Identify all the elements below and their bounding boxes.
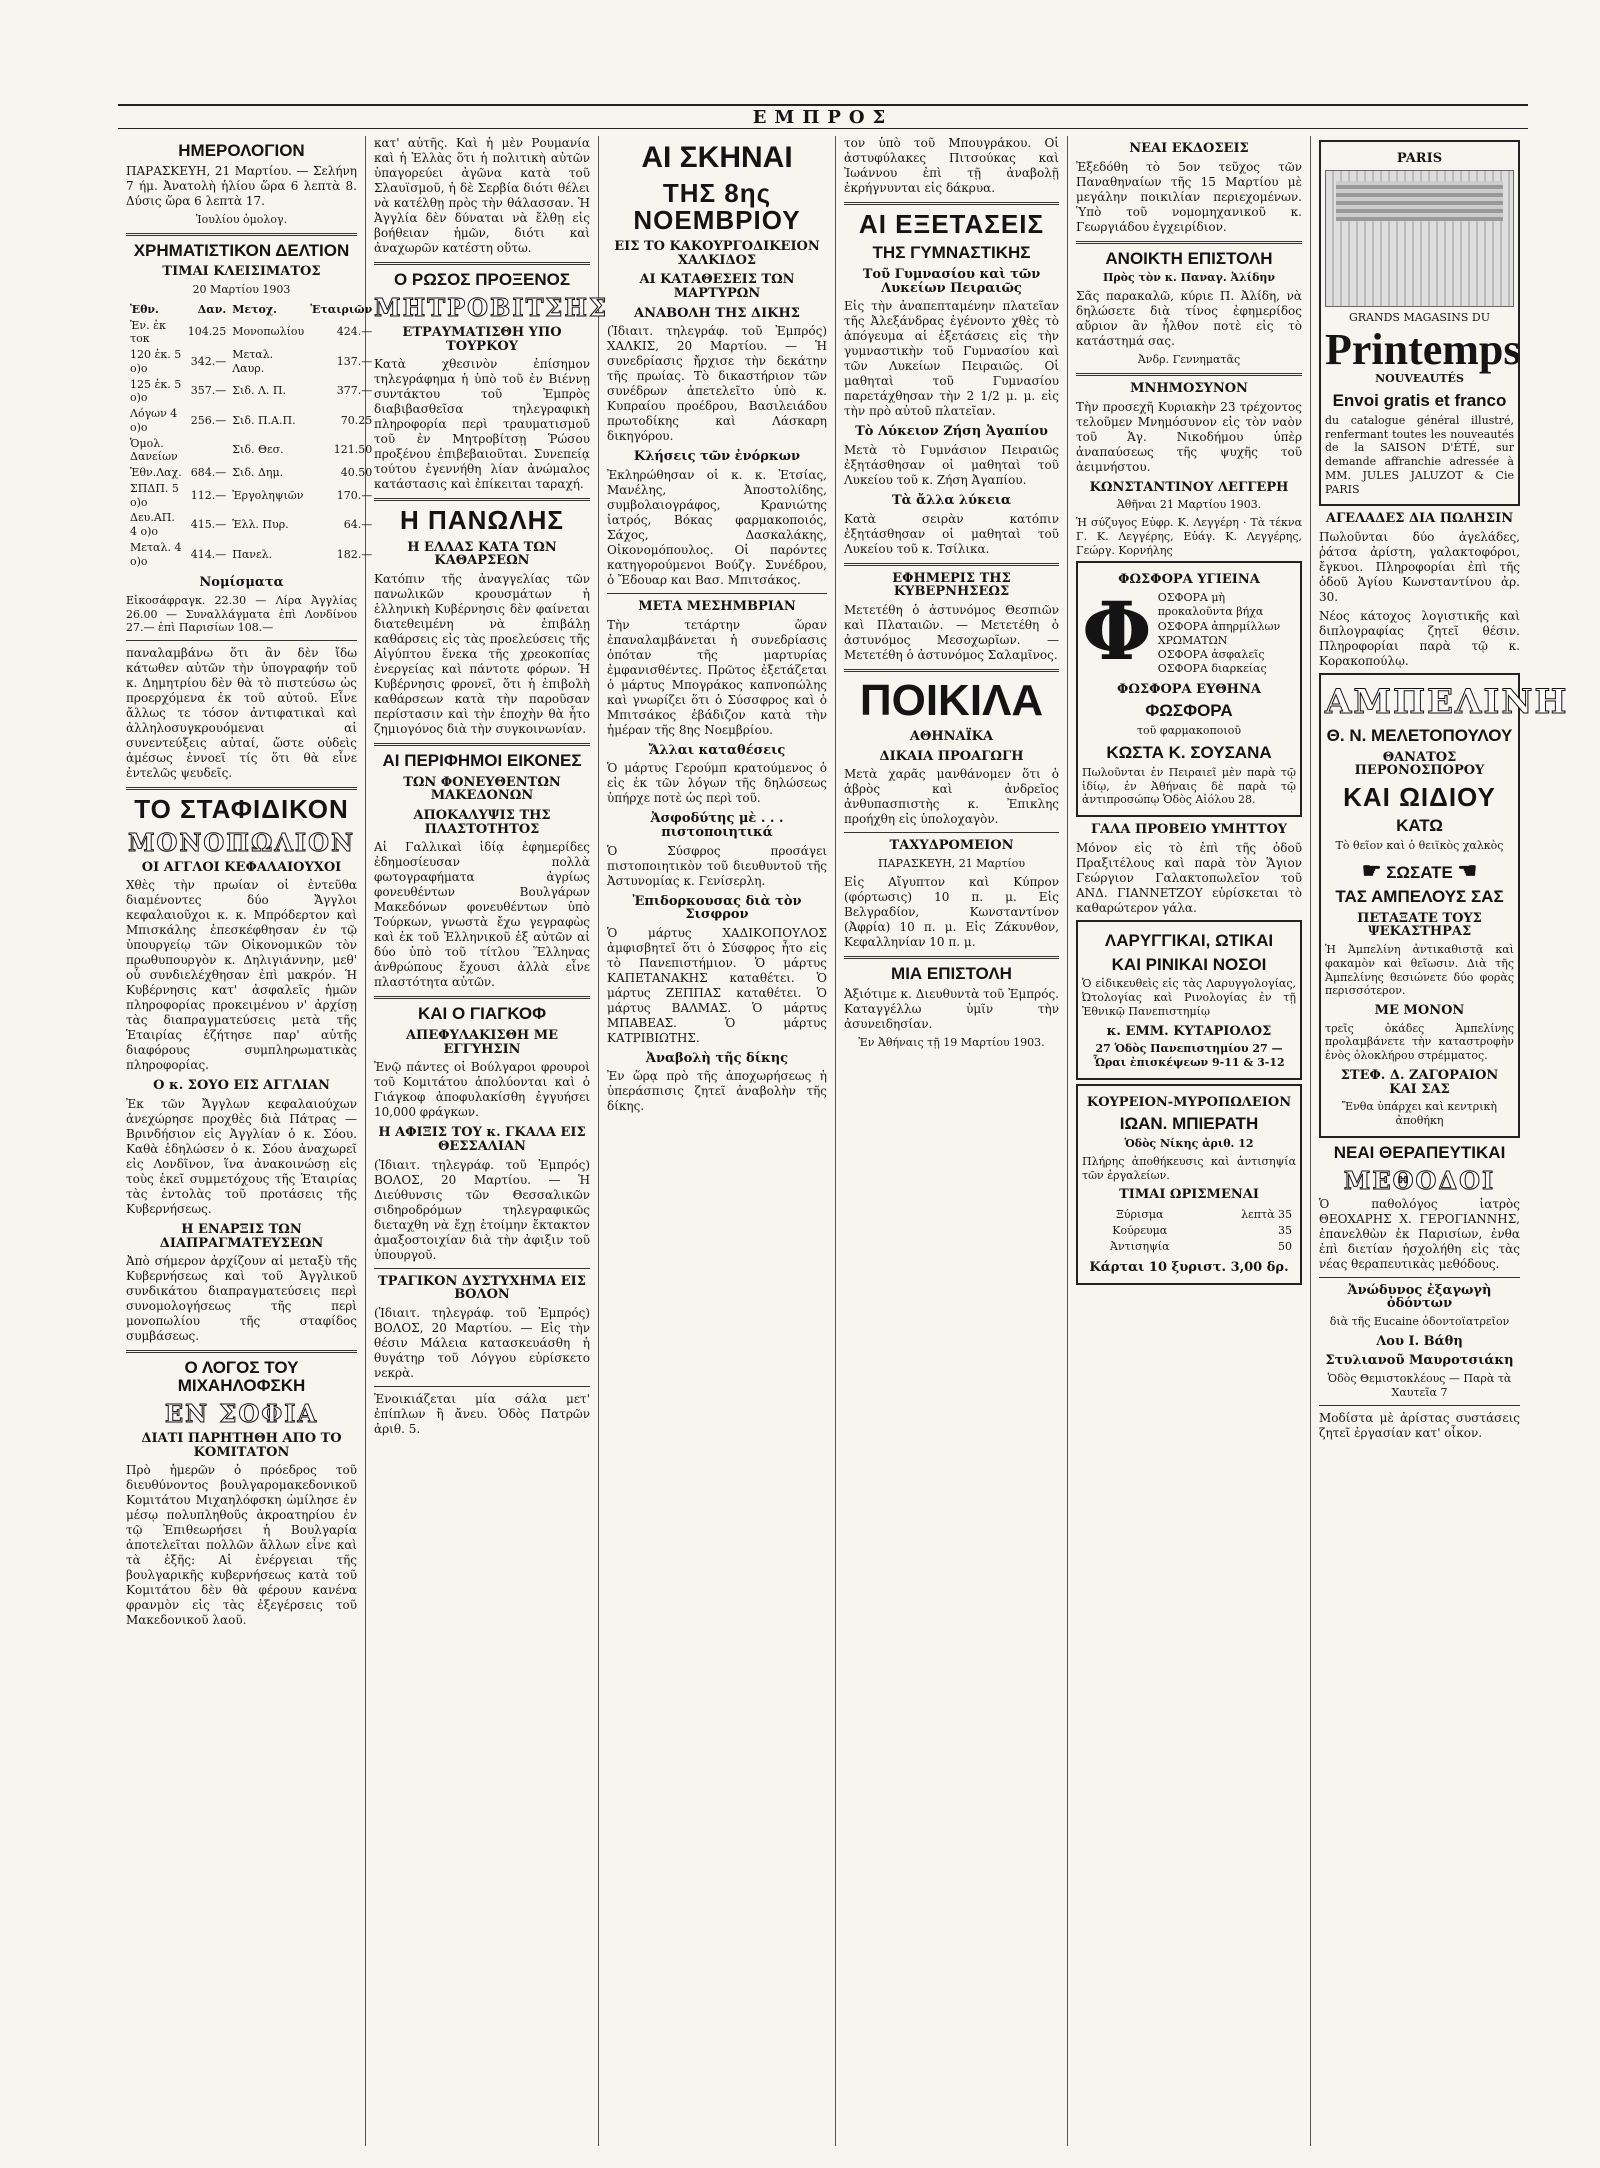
article-text: Τὴν τετάρτην ὥραν ἐπαναλαμβάνεται ἡ συνεδρίασις ὁπόταν τῆς μαρτυρίας ἐμφανισθέντες. Πρῶτος ἐξετάζεται ὁ μάρτυς Μπογράκος καπνοπώλης καὶ γνωρίζει ὅτι ὁ Σύσσφρος καὶ ὁ Μπιτσάκος ἐβάδιζον κατὰ τὴν ἡμέραν τῆς 8ης Νοεμβρίου. [607, 617, 827, 737]
subheadline: ΔΙΑΤΙ ΠΑΡΗΤΗΘΗ ΑΠΟ ΤΟ ΚΟΜΙΤΑΤΟΝ [141, 1431, 342, 1460]
article-text: Ἐκ τῶν Ἄγγλων κεφαλαιούχων ἀνεχώρησε προχθὲς διὰ Πάτρας — Βρινδήσιον εἰς Ἀγγλίαν ὁ κ. Σόου. Καθὰ ἐδηλώσεν ὁ κ. Σόου ἀναχωρεῖ εἰς Λονδῖνον, ἵνα ἀνακοινώσῃ εἰς τοὺς ἐκεῖ συμμετόχους τῆς Ἑταιρίας τὰς ἐντολὰς τοῦ προτάσεις τῆς Κυβερνήσεως. [126, 1096, 357, 1216]
finance-cell: Δευ.ΑΠ. 4 ο)ο [130, 511, 175, 539]
subheadline: ΟΙ ΑΓΓΛΟΙ ΚΕΦΑΛΑΙΟΥΧΟΙ [141, 859, 342, 875]
article-text: Χθὲς τὴν πρωίαν οἱ ἐντεῦθα διαμένοντες δύο Ἄγγλοι κεφαλαιοῦχοι κ. κ. Μπρόδερτον καὶ Μπισκάλης ἐπεσκέφθησαν ἐν τῷ ὑπουργείῳ τῶν Οἰκονομικῶν τὸν πρωθυπουργὸν κ. Δηλιγιάννην, μεθ' οὗ συνδιελέχθησαν ἐπὶ μακρόν. Ἡ Κυβέρνησις κατ' ἀσφαλεῖς ἡμῶν πληροφορίας προκειμένου ν' ἀρχίσῃ τὰς διαπραγματεύσεις μετὰ τῆς Ἑταιρίας ἐζήτησε παρ' αὐτῆς διαφόρους συμπληρωματικὰς πληροφορίας. [126, 878, 357, 1073]
divider [374, 1268, 590, 1269]
ad-text: du catalogue général illustré, renfermant toutes les nouveautés de la SAISON D'ÉTÉ, sur demande affranchie adressée à MM. JULES JALUZOT & Cie PARIS [1325, 413, 1514, 496]
ad-address: 27 Ὁδὸς Πανεπιστημίου 27 — Ὧραι ἐπισκέψεων 9-11 & 3-12 [1093, 1042, 1285, 1069]
ad-text: Ὁ εἰδικευθεὶς εἰς τὰς Λαρυγγολογίας, Ὠτολογίας καὶ Ρινολογίας ἐν τῇ Ἐθνικῷ Πανεπιστημίῳ [1082, 977, 1296, 1018]
finance-cell: Ἐθν.Λαχ. [130, 466, 182, 480]
newspaper-name: ΕΜΠΡΟΣ [752, 106, 894, 128]
article-text: τον ὑπὸ τοῦ Μπουγράκου. Οἱ ἀστυφύλακες Πιτσούκας καὶ Ἰωάννου ἐπὶ τῇ ἀναβολῇ ἐκρήγνυνται εἰς δάκρυα. [844, 136, 1059, 195]
article-text: Πρὸ ἡμερῶν ὁ πρόεδρος τοῦ διευθύνοντος βουλγαρομακεδονικοῦ Κομιτάτου Μιχαηλόφσκη ὡμίλησε ἐν μέσῳ πολυπληθοῦς ἀκροατηρίου ἐν τῷ Ἐπιθεωρήσει ἡ Βουλγαρία ἀποτελεῖται πολλῶν ἄλλων εἶνε καὶ τὰ ἑξῆς: Αἱ ἐνέργειαι τῆς βουλγαρικῆς κυβερνήσεως κατὰ τοῦ Κομιτάτου δὲν θὰ φέρουν κανένα φρανμὸν εἰς τὰς ἐξεγέρσεις τοῦ Μακεδονικοῦ λαοῦ. [126, 1463, 357, 1628]
letter-signature: Ἀνδρ. Γεννηματᾶς [1137, 353, 1241, 367]
divider [374, 498, 590, 501]
article-text: Εἰς Αἴγυπτον καὶ Κύπρον (φόρτωσις) 10 π. μ. Εἰς Βελγραδίον, Κωνσταντίνον (Ἀφρία) 10 π. μ. Εἰς Ζάκυνθον, Κεφαλληνίαν 10 π. μ. [844, 874, 1059, 949]
article-text: Ὁ μάρτυς Γερούμπ κρατούμενος ὁ εἰς ἐκ τῶν λόγων τῆς δηλώσεως ὑπήρχε ποτὲ ὡς περὶ τοῦ. [607, 761, 827, 806]
headline-sofia: ΕΝ ΣΟΦΙΑ [164, 1398, 319, 1428]
ad-text: διὰ τῆς Eucaine ὀδοντοϊατρεῖον [1329, 1315, 1510, 1329]
finance-cell: 377.— [336, 384, 373, 398]
ad-ampelini [1319, 673, 1569, 1138]
finance-cell: Ὁμολ. Δανείων [130, 436, 178, 464]
finance-cell: Σιδ. Δημ. [232, 466, 284, 480]
divider [374, 262, 590, 265]
subheadline: Τοῦ Γυμνασίου καὶ τῶν Λυκείων Πειραιῶς [862, 267, 1041, 296]
subheadline: ΕΤΡΑΥΜΑΤΙΣΘΗ ΥΠΟ ΤΟΥΡΚΟΥ [402, 325, 562, 354]
ad-me-monon: ΜΕ ΜΟΝΟΝ [1374, 1003, 1465, 1019]
finance-cell: 70.25 [340, 413, 373, 427]
calendar-note: Ἰουλίου ὁμολογ. [195, 212, 288, 226]
ad-odontoi-title: Ἀνώδυνος ἐξαγωγὴ ὀδόντων [1347, 1282, 1492, 1312]
article-text: Κατόπιν τῆς ἀναγγελίας τῶν πανωλικῶν κρουσμάτων ἡ ἑλληνικὴ Κυβέρνησις δὲν φαίνεται διατεθειμένη νὰ ἐπιβάλῃ καθάρσεις εἰς τὰς προελεύσεις τῆς Αἰγύπτου ἕνεκα τῆς χρεοκοπίας ἐνεργείας καὶ πάντοτε φόρων. Ἡ Κυβέρνησις φρονεῖ, ὅτι ἡ ἐπιβολὴ καθάρσεων κατὰ τὴν παροῦσαν περίστασιν καὶ τὴν ἐποχὴν θὰ ἦτο ζημιογόνος διὰ τὴν συγκοινωνίαν. [374, 571, 590, 736]
article-text: Τὴν προσεχῆ Κυριακὴν 23 τρέχοντος τελοῦμεν Μνημόσυνον εἰς τὸν ναὸν τοῦ Ἁγ. Νικοδήμου ὑπὲρ ἀναπαύσεως τῆς ψυχῆς τοῦ ἀειμνήστου. [1076, 399, 1302, 474]
ad-kato: ΚΑΤΩ [1396, 816, 1443, 836]
finance-cell: 112.— [190, 488, 227, 502]
subheadline: ΑΠΟΚΑΛΥΨΙΣ ΤΗΣ ΠΛΑΣΤΟΤΗΤΟΣ [413, 808, 551, 837]
price-table [1082, 1206, 1296, 1255]
finance-row [128, 437, 374, 465]
finance-cell: ΣΠΔΠ. 5 ο)ο [130, 481, 179, 509]
article-text: Ἀξιότιμε κ. Διευθυντὰ τοῦ Ἐμπρός. Καταγγέλλω ὑμῖν τὴν ἀσυνειδησίαν. [844, 986, 1059, 1031]
finance-row [128, 303, 374, 317]
article-text: Μόνον εἰς τὸ ἐπὶ τῆς ὁδοῦ Πραξιτέλους καὶ παρὰ τὸν Ἅγιον Γεώργιον Γαλακτοπωλεῖον τοῦ ΑΝΔ. ΓΙΑΝΝΕΤΖΟΥ εὑρίσκεται τὸ καθαρώτερον γάλα. [1076, 840, 1302, 915]
finance-cell: Μονοπωλίου [232, 325, 305, 339]
subheadline: Κλήσεις τῶν ἐνόρκων [633, 449, 801, 465]
finance-cell: Σιδ. Λ. Π. [232, 384, 286, 398]
classified-ad: Μοδίστα μὲ ἀρίστας συστάσεις ζητεῖ ἐργασίαν κατ' οἶκον. [1319, 1410, 1520, 1440]
finance-cell: Ἐθν. [130, 302, 159, 316]
ad-name: Θ. Ν. ΜΕΛΕΤΟΠΟΥΛΟΥ [1326, 725, 1513, 745]
price-cell: 50 [1278, 1239, 1292, 1253]
ad-name: ΙΩΑΝ. ΜΠΙΕΡΑΤΗ [1119, 1114, 1259, 1134]
price-bottom: Κάρται 10 ξυριστ. 3,00 δρ. [1089, 1260, 1289, 1276]
ad-text: τρεῖς ὀκάδες Ἀμπελίνης προλαμβάνετε τὴν καταστροφὴν ἑνὸς ὁλοκλήρου στρέμματος. [1325, 1021, 1514, 1063]
article-text: Ἐνῷ πάντες οἱ Βούλγαροι φρουροὶ τοῦ Κομιτάτου ἀπολύονται καὶ ὁ Γιάγκοφ ἀποφυλακίσθη ἐγγυήσει 10,000 φράγκων. [374, 1060, 590, 1120]
subheadline: ΜΕΤΑ ΜΕΣΗΜΒΡΙΑΝ [638, 598, 796, 614]
finance-cell: Ἐργοληψιῶν [232, 488, 304, 502]
divider [126, 787, 357, 790]
headline-skinai: ΑΙ ΣΚΗΝΑΙ [641, 141, 793, 174]
ad-koureion [1076, 1084, 1302, 1285]
finance-cell: Σιδ. Π.Α.Π. [232, 413, 296, 427]
ad-text: Ἡ Ἀμπελίνη ἀντικαθιστᾷ καὶ φακαμὸν καὶ θεῖωσιν. Διὰ τῆς Ἀμπελίνης θεσιώνετε δύο φορὰς περισσότερον. [1325, 943, 1514, 998]
pointing-hand-icon: ☛ [1361, 857, 1382, 883]
pointing-hand-icon: ☚ [1457, 857, 1478, 883]
exchange-title: Νομίσματα [199, 575, 284, 591]
finance-cell: Μετοχ. [232, 302, 277, 316]
ad-name: κ. ΕΜΜ. ΚΥΤΑΡΙΟΛΟΣ [1106, 1023, 1272, 1039]
finance-date: 20 Μαρτίου 1903 [192, 283, 291, 297]
ad-name: Στυλιανοῦ Μαυροτσιάκη [1325, 1353, 1514, 1369]
divider [126, 1350, 357, 1353]
subheadline: Ἀναβολὴ τῆς δίκης [645, 1050, 789, 1066]
article-text: Μετὰ τὸ Γυμνάσιον Πειραιῶς ἐξητάσθησαν οἱ μαθηταὶ τοῦ Λυκείου τοῦ κ. Ζήση Ἀγαπίου. [844, 443, 1059, 488]
calendar-title: ΗΜΕΡΟΛΟΓΙΟΝ [178, 141, 305, 160]
finance-cell: 342.— [190, 354, 227, 368]
finance-cell [186, 437, 229, 465]
finance-row [128, 348, 374, 376]
finance-title: ΧΡΗΜΑΤΙΣΤΙΚΟΝ ΔΕΛΤΙΟΝ [133, 240, 350, 260]
article-text: Εἰς τὴν ἀναπεπταμένην πλατεῖαν τῆς Ἀλεξάνδρας ἐγένοντο χθὲς τὸ ἀπόγευμα αἱ ἐξετάσεις εἰς τὴν γυμναστικὴν τοῦ Γυμνασίου καὶ τῶν Λυκείων Πειραιῶς. Οἱ μαθηταὶ τοῦ Γυμνασίου παρετάχθησαν τὴν 2 1/2 μ. μ. εἰς τὴν πρὸ αὐτοῦ πλατεῖαν. [844, 299, 1059, 419]
divider [1076, 241, 1302, 244]
divider [374, 996, 590, 999]
ad-sosate [1325, 859, 1514, 882]
exchange-text: Εἰκοσάφραγκ. 22.30 — Λίρα Ἀγγλίας 26.00 — Συναλλάγματα ἐπὶ Λονδίνου 27.— ἐπὶ Παρισίων 108.— [126, 593, 357, 635]
finance-cell: Μεταλ. Λαυρ. [232, 348, 274, 375]
article-text: Μετετέθη ὁ ἀστυνόμος Θεσπιῶν καὶ Πλαταιῶν. — Μετετέθη ὁ ἀστυνόμος Μεσοχωρῖων. — Μετετέθη ὁ ἀστυνόμος Σαλαμῖνος. [844, 602, 1059, 662]
price-row [1084, 1224, 1294, 1238]
subheadline: ΑΠΕΦΥΛΑΚΙΣΘΗ ΜΕ ΕΓΓΥΗΣΙΝ [405, 1028, 559, 1057]
finance-cell: Ἐν. ἐκ τοκ [130, 318, 166, 346]
finance-cell: Λόγων 4 ο)ο [130, 407, 178, 434]
ad-text: Ἔνθα ὑπάρχει καὶ κεντρικὴ ἀποθήκη [1341, 1100, 1497, 1127]
price-row [1084, 1240, 1294, 1254]
headline-nea-ekdoseis: ΝΕΑΙ ΕΚΔΟΣΕΙΣ [1129, 141, 1249, 156]
finance-cell: 414.— [190, 547, 227, 561]
ad-sub: τοῦ φαρμακοποιοῦ [1136, 724, 1242, 738]
price-cell: Ξύρισμα [1116, 1208, 1164, 1222]
price-cell: 35 [1278, 1223, 1292, 1237]
price-cell: Ἀντισηψία [1110, 1239, 1170, 1253]
headline-eikones: ΑΙ ΠΕΡΙΦΗΜΟΙ ΕΙΚΟΝΕΣ [382, 750, 582, 770]
finance-cell: 256.— [190, 413, 227, 427]
finance-cell: Σιδ. Θεσ. [232, 443, 284, 457]
price-row [1084, 1208, 1294, 1222]
article-text: (Ἰδιαιτ. τηλεγράφ. τοῦ Ἐμπρός) ΒΟΛΟΣ, 20 Μαρτίου. — Εἰς τὴν θέσιν Μάλεια κατασκευάσθη ἡ θυγάτηρ τοῦ Λόγγου εὑρίσκετο νεκρὰ. [374, 1305, 590, 1380]
headline-poikila: ΠΟΙΚΙΛΑ [859, 675, 1044, 725]
subheadline: ΤΑΧΥΔΡΟΜΕΙΟΝ [889, 838, 1014, 854]
finance-cell: 170.— [336, 488, 373, 502]
deceased-name: ΚΩΝΣΤΑΝΤΙΝΟΥ ΛΕΓΓΕΡΗ [1089, 479, 1289, 495]
finance-row [128, 466, 374, 480]
finance-cell: 125 ἐκ. 5 ο)ο [130, 377, 182, 405]
headline-anoikti: ΑΝΟΙΚΤΗ ΕΠΙΣΤΟΛΗ [1105, 248, 1273, 268]
ad-line: ΟΣΦΟΡΑ ἀπηρμίλλων ΧΡΩΜΑΤΩΝ [1157, 619, 1281, 647]
ad-address: Ὁδὸς Νίκης ἀριθ. 12 [1124, 1137, 1254, 1151]
ad-ampelous: ΤΑΣ ΑΜΠΕΛΟΥΣ ΣΑΣ [1335, 886, 1504, 906]
ad-big: ΦΩΣΦΟΡΑ [1145, 701, 1233, 721]
column-5 [1068, 136, 1311, 2146]
finance-cell: 104.25 [187, 325, 227, 339]
printemps-logo: Printemps [1325, 325, 1521, 375]
headline-mnimosynon: ΜΝΗΜΟΣΥΝΟΝ [1130, 380, 1248, 396]
headline-panolis: Η ΠΑΝΩΛΗΣ [400, 505, 564, 536]
headline-logos: Ο ΛΟΓΟΣ ΤΟΥ ΜΙΧΑΗΛΟΦΣΚΗ [177, 1358, 306, 1396]
finance-cell: 137.— [336, 354, 373, 368]
memorial-signatures: Ἡ σύζυγος Εὐφρ. Κ. Λεγγέρη · Τὰ τέκνα Γ. Κ. Λεγγέρης, Εὐάγ. Κ. Λεγγέρης, Γεώργ. Κορνήλης [1076, 516, 1302, 557]
finance-row [128, 378, 374, 406]
subheadline: Η ΕΛΛΑΣ ΚΑΤΑ ΤΩΝ ΚΑΘΑΡΣΕΩΝ [407, 539, 557, 569]
ad-address: Ὁδὸς Θεμιστοκλέους — Παρὰ τὰ Χαυτεῖα 7 [1327, 1372, 1512, 1399]
finance-cell: 357.— [190, 384, 227, 398]
price-cell: λεπτὰ 35 [1241, 1208, 1292, 1222]
finance-cell: 40.50 [340, 466, 373, 480]
headline-exetaseis: ΑΙ ΕΞΕΤΑΣΕΙΣ [858, 209, 1045, 239]
ad-title: ΛΑΡΥΓΓΙΚΑΙ, ΩΤΙΚΑΙ [1104, 930, 1274, 950]
finance-cell: 120 ἐκ. 5 ο)ο [130, 348, 182, 375]
article-text: Ἐκληρώθησαν οἱ κ. κ. Ἐτσίας, Μανέλης, Ἀποστολίδης, συμβολαιογράφος, Κρανιώτης ἰατρός, Βόκας φαρμακοποιός, Σάχος, Δασκαλάκης, Οἰκονομόπουλος. Οἱ παρόντες κατηγορούμενοι Βούζγ. Συνέδρου, ὁ Ἔδουαρ και Βασ. Μπιτσάκος. [607, 467, 827, 587]
headline-noemvriou: ΤΗΣ 8ης ΝΟΕΜΒΡΙΟΥ [633, 177, 801, 235]
column-6 [1311, 136, 1569, 2146]
finance-cell: Ἐταιριῶν [310, 302, 373, 316]
headline-epistoli: ΜΙΑ ΕΠΙΣΤΟΛΗ [891, 963, 1012, 983]
ad-big: ΚΑΙ ΩΙΔΙΟΥ [1343, 781, 1496, 812]
article-paragraph: παναλαμβάνω ὅτι ἂν δὲν ἴδω κάτωθεν αὐτῶν τὴν ὑπογραφήν τοῦ κ. Δημητρίου δὲν θὰ τὸ πιστεύσω ὡς προερχόμενα ἐκ τοῦ αὐτοῦ. Εἶνε ἄλλως τε τόσον ἀντιφατικαὶ καὶ ἀλληλοσυγκρουόμεναι αἱ συνεντεύξεις αὐταί, ὥστε οὐδεὶς ἀμέσως ἐννοεῖ τίς ὅτι θὰ εἶνε ἐντελῶς ψευδεῖς. [126, 646, 357, 781]
subheadline: Ἀσφοδύτης μὲ . . . πιστοποιητικά [650, 811, 784, 840]
column-1 [118, 136, 373, 2146]
ad-laryngikai [1076, 920, 1302, 1080]
letter-signature: Ἐν Ἀθήναις τῇ 19 Μαρτίου 1903. [858, 1035, 1045, 1049]
article-text: (Ἰδιαιτ. τηλεγράφ. τοῦ Ἐμπρός) ΒΟΛΟΣ, 20 Μαρτίου. — Ἡ Διεύθυνσις τῶν Θεσσαλικῶν σιδηροδρόμων τηλεγραφικῶς διεταχθη νὰ ἔχῃ ἑτοίμην ἔκτακτον ἀμαξοστοιχίαν διὰ τὴν ἀφιξιν τοῦ ὑπουργοῦ. [374, 1157, 590, 1262]
subheadline: ΤΡΑΓΙΚΟΝ ΔΥΣΤΥΧΗΜΑ ΕΙΣ ΒΟΛΟΝ [378, 1273, 586, 1303]
headline-giagkof: ΚΑΙ Ο ΓΙΑΓΚΟΦ [417, 1004, 547, 1024]
ad-title: ΑΜΠΕΛΙΝΗ [1325, 682, 1569, 723]
headline-neai-therapeutikai: ΝΕΑΙ ΘΕΡΑΠΕΥΤΙΚΑΙ [1333, 1142, 1506, 1162]
post-date: ΠΑΡΑΣΚΕΥΗ, 21 Μαρτίου [877, 857, 1026, 871]
headline-monopolion: ΜΟΝΟΠΩΛΙΟΝ [127, 827, 356, 857]
article-text: Κατὰ χθεσινὸν ἐπίσημον τηλεγράφημα ἡ ὑπὸ τοῦ ἐν Βιέννῃ συντάκτου τοῦ Ἐμπρὸς διαβιβασθεῖσα τηλεγραφικὴ πληροφορία περὶ τραυματισμοῦ τοῦ ἐν Μητροβίτσῃ Ῥώσου προξένου ἐπιβεβαιοῦται. Συνεπείᾳ τούτου ἐγεννήθη λίαν ἀνώμαλος κατάστασις καὶ ἐπίκειται ταραχή. [374, 357, 590, 492]
headline-stafidikon: ΤΟ ΣΤΑΦΙΔΙΚΟΝ [134, 794, 349, 825]
article-text: Ἐν ὥρᾳ πρὸ τῆς ἀποχωρήσεως ἡ ὑπεράσπισις ζητεῖ ἀναβολὴν τῆς δίκης. [607, 1069, 827, 1114]
headline-rosos: Ο ΡΩΣΟΣ ΠΡΟΞΕΝΟΣ [393, 270, 571, 289]
ad-subtitle: ΦΩΣΦΟΡΑ ΕΥΘΗΝΑ [1117, 681, 1261, 697]
column-4 [836, 136, 1068, 2146]
finance-cell: Πανελ. [232, 547, 273, 561]
finance-cell: 121.50 [333, 443, 373, 457]
article-text: Σᾶς παρακαλῶ, κύριε Π. Ἀλίδη, νὰ δηλώσετε διὰ τίνος ἐφημερίδος αὔριον ἂν ἦλθον ποτὲ εἰς τὸ κατάστημά σας. [1076, 289, 1302, 349]
subheadline: Τὸ Λύκειον Ζήση Ἀγαπίου [855, 424, 1048, 440]
subheadline: ΑΘΗΝΑΪΚΑ [909, 729, 994, 745]
finance-cell: 684.— [190, 466, 227, 480]
subheadline: Ἄλλαι καταθέσεις [648, 742, 786, 758]
subheadline: Η ΕΝΑΡΞΙΣ ΤΩΝ ΔΙΑΠΡΑΓΜΑΤΕΥΣΕΩΝ [159, 1221, 324, 1251]
ad-envoi: Envoi gratis et franco [1332, 391, 1507, 411]
finance-cell: Ἑλλ. Πυρ. [232, 518, 289, 532]
memorial-date: Ἀθῆναι 21 Μαρτίου 1903. [1116, 498, 1262, 512]
divider [844, 202, 1059, 205]
article-text: Μετὰ χαρᾶς μανθάνομεν ὅτι ὁ ἁβρὸς καὶ ἀνδρεῖος ἀνθυπασπιστὴς κ. Ἐπικλης προήχθη εἰς ὑπολοχαγὸν. [844, 767, 1059, 827]
ad-fosfora [1076, 561, 1302, 817]
ad-printemps [1319, 140, 1520, 506]
ad-sub: ΘΑΝΑΤΟΣ ΠΕΡΟΝΟΣΠΟΡΟΥ [1354, 749, 1485, 779]
headline-ageladas: ΑΓΕΛΑΔΕΣ ΔΙΑ ΠΩΛΗΣΙΝ [1325, 511, 1514, 527]
ad-text: Τὸ θεῖον καὶ ὁ θειϊκὸς χαλκὸς [1335, 839, 1504, 853]
divider [374, 743, 590, 746]
article-text: Ἀπὸ σήμερον ἀρχίζουν αἱ μεταξὺ τῆς Κυβερνήσεως καὶ τοῦ Ἀγγλικοῦ συνδικάτου διαπραγματεύσεις περὶ συνομολογήσεως τῆς περὶ μονοπωλίου τῆς σταφίδος συμβάσεως. [126, 1254, 357, 1344]
subheadline: Ἐπιδορκουσας διὰ τὸν Σισφρον [632, 893, 802, 923]
article-text: Ὁ μάρτυς ΧΑΔΙΚΟΠΟΥΛΟΣ ἀμφισβητεῖ ὅτι ὁ Σύσφρος ἦτο εἰς τὸ Πανεπιστήμιον. Ὁ μάρτυς ΚΑΠΕΤΑΝΑΚΗΣ καταθέτει. Ὁ μάρτυς ΖΕΠΠΑΣ καταθέτει. Ὁ μάρτυς ΒΑΛΜΑΣ. Ὁ μάρτυς ΜΠΑΒΕΑΣ. Ὁ μάρτυς ΚΑΤΡΙΒΙΩΤΗΣ. [607, 925, 827, 1045]
finance-cell: Δαν. [197, 302, 227, 316]
masthead [118, 104, 1528, 129]
subheadline: ΑΝΑΒΟΛΗ ΤΗΣ ΔΙΚΗΣ [634, 305, 800, 321]
divider [126, 640, 357, 641]
ad-paris: PARIS [1396, 151, 1443, 166]
subheadline: ΤΩΝ ΦΟΝΕΥΘΕΝΤΩΝ ΜΑΚΕΔΟΝΩΝ [403, 774, 561, 804]
ad-line: ΟΣΦΟΡΑ μὴ προκαλοῦντα βήχα [1157, 590, 1264, 619]
finance-row [128, 541, 374, 569]
column-3 [599, 136, 836, 2146]
phi-glyph-icon: Φ [1082, 583, 1152, 678]
divider [1319, 1277, 1520, 1278]
finance-row [128, 511, 374, 539]
headline-gymnastikis: ΤΗΣ ΓΥΜΝΑΣΤΙΚΗΣ [872, 243, 1031, 263]
subheadline: Η ΑΦΙΞΙΣ ΤΟΥ κ. ΓΚΑΛΑ ΕΙΣ ΘΕΣΣΑΛΙΑΝ [378, 1125, 586, 1155]
classified-ad: Ἐνοικιάζεται μία σάλα μετ' ἐπίπλων ἢ ἄνευ. Ὁδὸς Πατρῶν ἀριθ. 5. [374, 1391, 590, 1436]
finance-cell: 182.— [336, 547, 373, 561]
article-text: Ὁ παθολόγος ἰατρὸς ΘΕΟΧΑΡΗΣ Χ. ΓΕΡΟΓΙΑΝΝΗΣ, ἐπανελθὼν ἐκ Παρισίων, ἐνθα ἐπὶ διετίαν ἡσχολήθη εἰς τὰς νέας θεραπευτικὰς μεθόδους. [1319, 1196, 1520, 1271]
ad-name: ΚΩΣΤΑ Κ. ΣΟΥΣΑΝΑ [1106, 742, 1272, 762]
finance-cell: 64.— [343, 518, 373, 532]
ad-sub: GRANDS MAGASINS DU [1348, 310, 1491, 324]
ad-text: Πωλοῦνται ἐν Πειραιεῖ μὲν παρὰ τῷ ἰδίῳ, ἐν Ἀθήναις δὲ παρὰ τῷ ἀντιπροσώπῳ Ὁδὸς Αἰόλου 28. [1082, 765, 1296, 807]
price-title: ΤΙΜΑΙ ΩΡΙΣΜΕΝΑΙ [1119, 1187, 1259, 1203]
subheadline: ΔΙΚΑΙΑ ΠΡΟΑΓΩΓΗ [879, 748, 1024, 764]
ad-sosate-text: ΣΩΣΑΤΕ [1386, 862, 1453, 882]
divider [844, 832, 1059, 833]
subheadline: Ο κ. ΣΟΥΟ ΕΙΣ ΑΓΓΛΙΑΝ [153, 1078, 330, 1094]
article-text: Ὁ Σύσφρος προσάγει πιστοποιητικὸν τοῦ διευθυντοῦ τῆς Ἀστυνομίας κ. Γενίσερλη. [607, 843, 827, 888]
headline-kyberniseos: ΕΦΗΜΕΡΙΣ ΤΗΣ ΚΥΒΕΡΝΗΣΕΩΣ [892, 570, 1011, 600]
article-text: Ἐξεδόθη τὸ 5ον τεῦχος τῶν Παναθηναίων τῆς 15 Μαρτίου μὲ μεγάλην ποικιλίαν περιεχομένων. Ὑπὸ τοῦ νομομηχανικοῦ κ. Γεωργιάδου ἐγχειρίδιον. [1076, 159, 1302, 234]
price-cell: Κούρευμα [1112, 1223, 1168, 1237]
ad-line: ΟΣΦΟΡΑ διαρκείας [1157, 662, 1267, 676]
divider [1076, 373, 1302, 376]
article-text: Κατὰ σειρὰν κατόπιν ἐξητάσθησαν οἱ μαθηταὶ τοῦ Λυκείου τοῦ κ. Τσίλικα. [844, 511, 1059, 556]
divider [844, 956, 1059, 959]
headline-methodoi: ΜΕΘΟΔΟΙ [1343, 1165, 1496, 1195]
headline-mitrovitsis: ΜΗΤΡΟΒΙΤΣΗΣ [374, 292, 609, 322]
subheadline: ΑΙ ΚΑΤΑΘΕΣΕΙΣ ΤΩΝ ΜΑΡΤΥΡΩΝ [639, 272, 795, 302]
divider [374, 1386, 590, 1387]
divider [607, 593, 827, 594]
page-columns [118, 136, 1569, 2146]
subheadline: ΕΙΣ ΤΟ ΚΑΚΟΥΡΓΟΔΙΚΕΙΟΝ ΧΑΛΚΙΔΟΣ [614, 239, 820, 268]
ad-title: ΦΩΣΦΟΡΑ ΥΓΙΕΙΝΑ [1118, 572, 1260, 588]
finance-table [126, 301, 376, 571]
finance-row [128, 319, 374, 347]
calendar-text: ΠΑΡΑΣΚΕΥΗ, 21 Μαρτίου. — Σελήνη 7 ήμ. Ἀνατολὴ ἡλίου ὥρα 6 λεπτὰ 8. Δύσις ὥρα 6 λεπτὰ 17. [126, 163, 357, 208]
ad-big: ΚΑΙ ΡΙΝΙΚΑΙ ΝΟΣΟΙ [1111, 954, 1267, 974]
finance-subtitle: ΤΙΜΑΙ ΚΛΕΙΣΙΜΑΤΟΣ [162, 264, 321, 280]
store-building-image [1325, 170, 1514, 307]
ad-line: ΟΣΦΟΡΑ ἀσφαλεῖς [1157, 648, 1265, 662]
finance-row [128, 407, 374, 435]
divider [1319, 1405, 1520, 1406]
finance-row [128, 482, 374, 510]
article-text: κατ' αὐτῆς. Καὶ ἡ μὲν Ρουμανία καὶ ἡ Ἑλλὰς ὅτι ἡ πολιτικὴ αὐτῶν ὑπαγορεύει ἀγῶνα κατὰ τοῦ Σλαυϊσμοῦ, ἡ δὲ Σερβία διότι θέλει νὰ κατέλθῃ πρὸς τὴν θάλασσαν. Ἡ Ἀγγλία δὲν δύναται νὰ ἔλθῃ εἰς βοήθειαν ἡμῶν, διότι καὶ ἀναχωρῶν κατέστη οὕτω. [374, 136, 590, 255]
subheadline: Τὰ ἄλλα λύκεια [891, 493, 1012, 509]
divider [126, 233, 357, 236]
finance-cell: 424.— [336, 325, 373, 339]
ad-title: ΚΟΥΡΕΙΟΝ-ΜΥΡΟΠΩΛΕΙΟΝ [1086, 1094, 1292, 1110]
ad-petaxate: ΠΕΤΑΞΑΤΕ ΤΟΥΣ ΨΕΚΑΣΤΗΡΑΣ [1357, 910, 1482, 940]
ad-nouveautes: NOUVEAUTÉS [1375, 372, 1464, 386]
column-2 [366, 136, 609, 2146]
ad-stef: ΣΤΕΦ. Δ. ΖΑΓΟΡΑΙΟΝ ΚΑΙ ΣΑΣ [1340, 1067, 1499, 1097]
ad-name: Λου Ι. Βάθη [1376, 1333, 1463, 1349]
finance-cell: Μεταλ. 4 ο)ο [130, 540, 182, 568]
letter-recipient: Πρὸς τὸν κ. Παναγ. Ἀλίδην [1102, 271, 1276, 285]
article-text: Πωλοῦνται δύο ἀγελάδες, ῥάτσα ἀρίστη, γαλακτοφόροι, ἔγκυοι. Πληροφορίαι ἐπὶ τῆς ὁδοῦ Ἁγίου Κωνσταντίνου ἀρ. 30. [1319, 530, 1520, 605]
finance-cell: 415.— [190, 518, 227, 532]
article-text: Αἱ Γαλλικαὶ ἰδίᾳ ἐφημερίδες ἐδημοσίευσαν πολλὰ φωτογραφήματα ἀγρίως φονευθέντων Βουλγάρων Μακεδόνων φονευθέντων ὑπὸ Τούρκων, γνωστὰ ἔχω γεγραφὼς καὶ ἐκ τοῦ Ἐλληνικοῦ ἐξ αὐτῶν αἱ δύο ὑπὸ τοῦ τίτλου Ἕλληνας ἀνθρώπους ἔχουσι ἀλλὰ εἶνε πλαστότητα αὐτῶν. [374, 840, 590, 990]
ad-text: Πλήρης ἀποθήκευσις καὶ ἀντισηψία τῶν ἐργαλείων. [1082, 1154, 1296, 1182]
article-text: (Ἰδιαιτ. τηλεγράφ. τοῦ Ἐμπρός) ΧΑΛΚΙΣ, 20 Μαρτίου. — Ἡ συνεδρίασις ἤρχισε τὴν δεκάτην τῆς πρωίας. Τὸ δικαστήριον τῶν συνέδρων ἀπετελεῖτο ὑπὸ κ. Κυπραίου προέδρου, Βασιλειάδου πρωτοδίκης καὶ Λάσκαρη δικηγόρου. [607, 324, 827, 444]
divider [844, 669, 1059, 672]
divider [844, 563, 1059, 566]
article-text: Νέος κάτοχος λογιστικῆς καὶ διπλογραφίας ζητεῖ θέσιν. Πληροφορίαι παρὰ τῷ κ. Κορακοπούλῳ. [1319, 609, 1520, 669]
headline-gala: ΓΑΛΑ ΠΡΟΒΕΙΟ ΥΜΗΤΤΟΥ [1090, 822, 1288, 838]
